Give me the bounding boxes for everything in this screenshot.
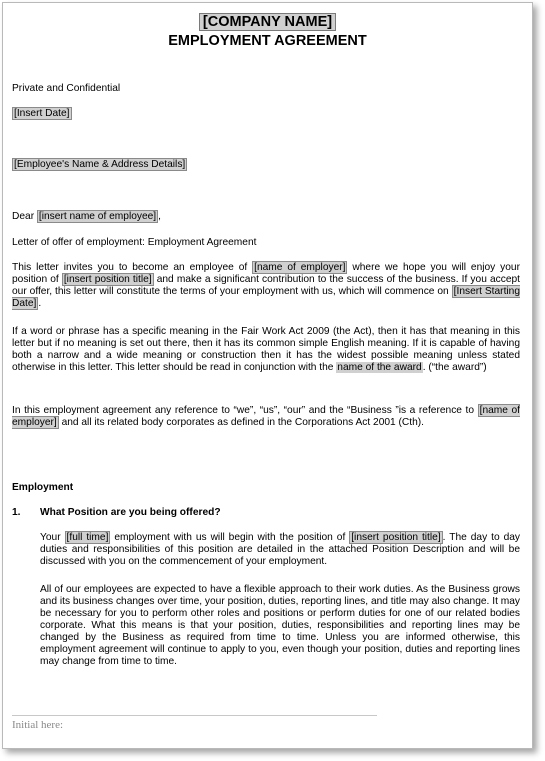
company-name-heading — [3, 14, 532, 31]
intro-text-d: . — [38, 298, 42, 309]
full-time-placeholder: [full time] — [66, 532, 109, 543]
intro-text-c: and make a significant contribution to the success of the business. If you accept our offer, this letter will constitute the terms of your employment with us, which will commence on — [12, 274, 520, 297]
company-name-placeholder: [COMPANY NAME] — [199, 13, 336, 31]
definitions-text-b: . (“the award”) — [422, 362, 487, 373]
employer-placeholder-2: [name of employer] — [12, 405, 520, 428]
document-page — [2, 2, 533, 749]
employer-placeholder: [name of employer] — [254, 262, 346, 273]
flexibility-paragraph: All of our employees are expected to have a flexible approach to their work duties. As the Business grows and its business changes over time, your position, duties, reporting lines, and title may also change. It may be necessary for you to perform other roles and positions or perform duties for one of our related bodies corporate. What this means is that your position, duties, responsibilities and reporting lines may be changed by the Business as required from time to time. Unless you are informed otherwise, this employment agreement will continue to apply to you, even though your position, duties and reporting lines may change from time to time. — [40, 584, 520, 667]
footer-rule — [12, 715, 377, 716]
position-text-c: . The day to day duties and responsibilities of this position are detailed in the attached Position Description and will be discussed with you on the commencement of your employment. — [40, 532, 520, 567]
intro-paragraph — [12, 262, 520, 310]
employee-details-line — [12, 159, 520, 171]
initial-here-label: Initial here: — [12, 719, 64, 731]
insert-date-line — [12, 108, 520, 120]
references-text-a: In this employment agreement any reference to “we”, “us”, “our” and the “Business ”is a reference to — [12, 405, 478, 416]
section-number: 1. — [12, 507, 21, 518]
references-text-b: and all its related body corporates as defined in the Corporations Act 2001 (Cth). — [58, 417, 424, 428]
salutation-comma: , — [158, 211, 161, 222]
confidential-line: Private and Confidential — [12, 83, 121, 94]
intro-text-a: This letter invites you to become an employee of — [12, 262, 253, 273]
salutation-text: Dear — [12, 211, 37, 222]
position-title-placeholder: [insert position title] — [351, 532, 441, 543]
position-text-b: employment with us will begin with the position of — [110, 532, 350, 543]
definitions-paragraph — [12, 326, 520, 374]
employee-details-placeholder: [Employee's Name & Address Details] — [14, 159, 186, 170]
document-title: EMPLOYMENT AGREEMENT — [168, 33, 367, 49]
position-text-a: Your — [40, 532, 65, 543]
award-placeholder: name of the award — [337, 362, 422, 373]
insert-date-placeholder: [Insert Date] — [14, 108, 70, 119]
definitions-text-a: If a word or phrase has a specific meaning in the Fair Work Act 2009 (the Act), then it has that meaning in this letter but if no meaning is set out there, then it has its common simple English meaning. If it is capable of having both a narrow and a wide meaning or construction then it has the widest possible meaning unless stated otherwise in this letter. This letter should be read in conjunction with the — [12, 326, 520, 373]
employee-name-placeholder: [insert name of employee] — [38, 211, 157, 222]
references-paragraph — [12, 405, 520, 429]
position-placeholder: [insert position title] — [63, 274, 152, 285]
salutation-line — [12, 211, 520, 223]
intro-text-b: where we hope you will enjoy your position of — [12, 262, 520, 285]
position-paragraph — [40, 532, 520, 568]
section-question: What Position are you being offered? — [40, 507, 221, 518]
start-date-placeholder: [Insert Starting Date] — [12, 286, 520, 309]
section-heading: Employment — [12, 482, 74, 493]
subject-line: Letter of offer of employment: Employment Agreement — [12, 237, 257, 248]
